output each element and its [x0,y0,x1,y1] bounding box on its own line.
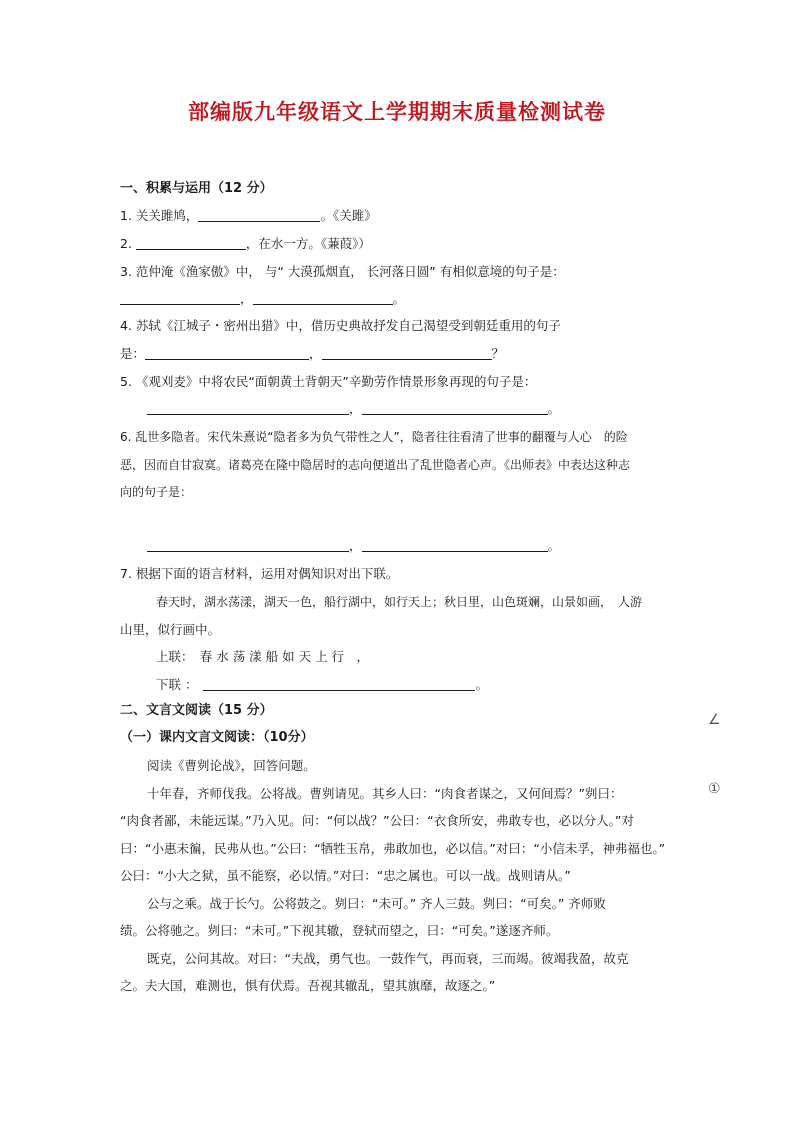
question-5-answer [147,400,560,418]
q6-end: 。 [547,538,561,553]
q1-prefix: 关关雎鸠， [135,208,199,223]
passage-line: 十年春，齐师伐我。公将战。曹刿请见。其乡人曰：“肉食者谋之，又何间焉？”刿曰： [147,786,623,801]
section2-intro: 阅读《曹刿论战》，回答问题。 [147,758,316,773]
question-6-line1: 6. 乱世多隐者。宋代朱熹说“隐者多为负气带性之人”，隐者往往看清了世事的翻覆与人心 的险 [120,430,628,444]
section2-heading: 二、文言文阅读（15 分） [120,703,273,718]
q4-blank-1[interactable] [145,346,309,360]
q4-prefix: 是： [120,346,146,361]
q4-end: ？ [491,346,505,361]
q7-lower-blank[interactable] [203,677,475,691]
q1-suffix: 。《关雎》 [320,208,377,223]
passage-line: 曰：“小惠未徧，民弗从也。”公曰：“牺牲玉帛，弗敢加也，必以信。”对曰：“小信未孚，神弗福也。” [120,841,666,856]
passage-line: 绩。公将驰之。刿曰：“未可。”下视其辙，登轼而望之，曰：“可矣。”遂逐齐师。 [120,923,559,938]
question-6-answer [147,537,560,555]
circled-one-mark: ① [708,781,721,797]
question-4-line1: 4. 苏轼《江城子・密州出猎》中，借历史典故抒发自己渴望受到朝廷重用的句子 [120,318,561,333]
question-7-upper-couplet: 上联： 春 水 荡 漾 船 如 天 上 行 ， [156,649,370,664]
q6-blank-2[interactable] [362,538,548,552]
q7-lower-prefix: 下联 ： [156,677,198,692]
q3-blank-1[interactable] [120,291,240,305]
passage-line: “肉食者鄙，未能远谋。”乃入见。问：“何以战？”公曰：“衣食所安，弗敢专也，必以分人。”对 [120,813,634,828]
q2-suffix: ，在水一方。《蒹葭》） [245,236,371,251]
question-3-answer [120,290,405,308]
q5-blank-1[interactable] [147,401,349,415]
question-5-text: 5. 《观刈麦》中将农民“面朝黄土背朝天”辛勤劳作情景形象再现的句子是： [120,374,537,389]
q3-end: 。 [392,291,406,306]
q1-blank[interactable] [198,208,320,222]
q4-blank-2[interactable] [322,346,492,360]
question-1 [120,207,377,225]
question-7-material-2: 山里，似行画中。 [120,622,221,637]
passage-line: 之。夫大国，难测也，惧有伏焉。吾视其辙乱，望其旗靡，故逐之。” [120,978,496,993]
q1-number: 1. [120,208,132,223]
q7-lower-end: 。 [475,677,488,692]
section2-subheading: （一）课内文言文阅读：（10分） [120,730,314,745]
q2-blank[interactable] [136,236,246,250]
question-6-line2: 恶，因而自甘寂寞。诸葛亮在隆中隐居时的志向便道出了乱世隐者心声。《出师表》中表达这种志 [120,458,631,472]
q5-blank-2[interactable] [362,401,548,415]
q2-number: 2. [120,236,132,251]
q4-separator: ， [309,346,322,361]
q5-end: 。 [547,401,561,416]
page-title: 部编版九年级语文上学期期末质量检测试卷 [188,100,606,124]
question-6-line3: 向的句子是： [120,485,193,499]
passage-line: 公曰：“小大之狱，虽不能察，必以情。”对曰：“忠之属也。可以一战。战则请从。” [120,868,571,883]
q6-separator: ， [349,538,362,553]
q3-blank-2[interactable] [253,291,393,305]
question-7-material-1: 春天时，湖水荡漾，湖天一色，船行湖中，如行天上；秋日里，山色斑斓，山景如画， 人游 [156,595,643,609]
passage-line: 既克，公问其故。对曰：“夫战，勇气也。一鼓作气，再而衰，三而竭。彼竭我盈，故克 [147,951,629,966]
q3-separator: ， [240,291,253,306]
question-7-line1: 7. 根据下面的语言材料，运用对偶知识对出下联。 [120,566,399,581]
q6-blank-1[interactable] [147,538,349,552]
question-3-text: 3. 范仲淹《渔家傲》中， 与“ 大漠孤烟直， 长河落日圆” 有相似意境的句子是： [120,264,565,279]
section1-heading: 一、积累与运用（12 分） [120,181,273,196]
margin-mark: ∠ [708,712,721,728]
question-4-answer [120,345,504,363]
question-2 [120,235,371,253]
question-7-lower-couplet [156,676,488,694]
passage-line: 公与之乘。战于长勺。公将鼓之。刿曰：“未可。” 齐人三鼓。刿曰：“可矣。” 齐师败 [147,896,606,911]
q5-separator: ， [349,401,362,416]
